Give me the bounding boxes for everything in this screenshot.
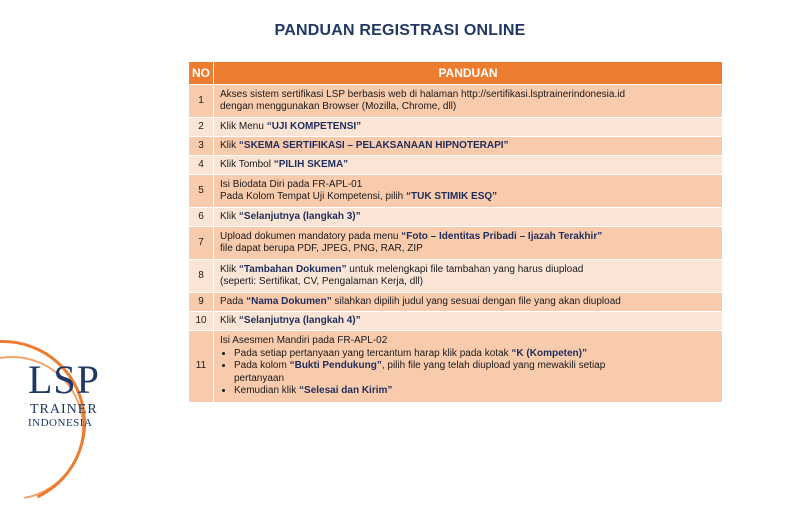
row-text xyxy=(214,85,723,118)
row-text-bold: “Tambahan Dokumen” xyxy=(238,263,347,275)
row-text-line: Klik xyxy=(220,263,239,275)
row-number: 4 xyxy=(189,156,214,175)
row-text xyxy=(214,137,723,156)
row-number: 9 xyxy=(189,293,214,312)
row-text-line: silahkan dipilih judul yang sesuai dengan file yang akan diupload xyxy=(331,295,621,307)
table-row xyxy=(189,175,723,208)
row-number: 6 xyxy=(189,208,214,227)
row-text xyxy=(214,331,723,403)
list-item xyxy=(234,360,716,385)
row-text-line: file dapat berupa PDF, JPEG, PNG, RAR, ZIP xyxy=(220,243,423,254)
row-number: 7 xyxy=(189,227,214,260)
row-number: 10 xyxy=(189,312,214,331)
table-row xyxy=(189,293,723,312)
row-number: 1 xyxy=(189,85,214,118)
row-number: 3 xyxy=(189,137,214,156)
table-row xyxy=(189,260,723,293)
row-number: 11 xyxy=(189,331,214,403)
row-number: 2 xyxy=(189,118,214,137)
row-text-line: Upload dokumen mandatory pada menu xyxy=(220,230,402,242)
row-text-line: Klik Menu xyxy=(220,120,267,132)
row-text xyxy=(214,227,723,260)
table-row xyxy=(189,85,723,118)
row-text-line: Klik Tombol xyxy=(220,158,274,170)
row-text xyxy=(214,312,723,331)
logo-text-lsp: LSP xyxy=(28,357,100,402)
row-text-bold: “K (Kompeten)” xyxy=(511,347,587,359)
row-text-line: untuk melengkapi file tambahan yang harus diupload xyxy=(346,263,584,275)
row-text xyxy=(214,293,723,312)
row-text-line: Akses sistem sertifikasi LSP berbasis web di halaman http://sertifikasi.lsptrainerindonesia.id xyxy=(220,88,625,100)
row-text-bold: “Foto – Identitas Pribadi – Ijazah Terakhir” xyxy=(401,230,603,242)
row-text-line: Klik xyxy=(220,210,239,222)
row-text-line: pertanyaan xyxy=(234,372,285,384)
row-text xyxy=(214,260,723,293)
column-header-no: NO xyxy=(189,62,214,85)
table-row xyxy=(189,137,723,156)
lsp-logo xyxy=(0,330,120,450)
row-text xyxy=(214,208,723,227)
table-row xyxy=(189,118,723,137)
row-text-bold: “Selesai dan Kirim” xyxy=(299,385,393,397)
row-text-bold: “SKEMA SERTIFIKASI – PELAKSANAAN HIPNOTERAPI” xyxy=(238,139,509,151)
row-text-bold: “Bukti Pendukung” xyxy=(289,360,382,372)
row-text-line: Pada xyxy=(220,295,247,307)
list-item xyxy=(234,348,716,361)
table-row xyxy=(189,312,723,331)
column-header-panduan: PANDUAN xyxy=(214,62,723,85)
table-header-row xyxy=(189,62,723,85)
row-text-bold: “TUK STIMIK ESQ” xyxy=(406,191,498,202)
table-row xyxy=(189,227,723,260)
list-item xyxy=(234,385,716,398)
row-text xyxy=(214,175,723,208)
table-row xyxy=(189,208,723,227)
row-text-line: Klik xyxy=(220,314,239,326)
row-text-bold: “Nama Dokumen” xyxy=(246,295,332,307)
bullet-list xyxy=(220,348,716,398)
logo-text-indonesia: INDONESIA xyxy=(28,417,93,429)
row-text-line: Klik xyxy=(220,139,239,151)
table-row xyxy=(189,331,723,403)
row-text-line: Isi Asesmen Mandiri pada FR-APL-02 xyxy=(220,335,388,347)
logo-text-trainer: TRAINER xyxy=(30,402,98,417)
row-text-line: Isi Biodata Diri pada FR-APL-01 xyxy=(220,178,363,190)
row-text-line: Pada kolom xyxy=(234,360,290,372)
row-text-line: Pada setiap pertanyaan yang tercantum harap klik pada kotak xyxy=(234,347,512,359)
row-text-line: Kemudian klik xyxy=(234,385,300,397)
row-text-line: , pilih file yang telah diupload yang mewakili setiap xyxy=(381,360,606,372)
row-text-line: Pada Kolom Tempat Uji Kompetensi, pilih xyxy=(220,191,407,202)
row-text-line: dengan menggunakan Browser (Mozilla, Chrome, dll) xyxy=(220,101,457,112)
row-number: 5 xyxy=(189,175,214,208)
guide-table xyxy=(188,61,723,403)
row-text-bold: “Selanjutnya (langkah 4)” xyxy=(238,314,361,326)
row-text-line: (seperti: Sertifikat, CV, Pengalaman Kerja, dll) xyxy=(220,276,424,287)
row-text xyxy=(214,118,723,137)
table-row xyxy=(189,156,723,175)
row-text xyxy=(214,156,723,175)
page-title: PANDUAN REGISTRASI ONLINE xyxy=(274,22,526,39)
row-number: 8 xyxy=(189,260,214,293)
row-text-bold: “Selanjutnya (langkah 3)” xyxy=(238,210,361,222)
row-text-bold: “UJI KOMPETENSI” xyxy=(266,120,362,132)
row-text-bold: “PILIH SKEMA” xyxy=(273,158,349,170)
